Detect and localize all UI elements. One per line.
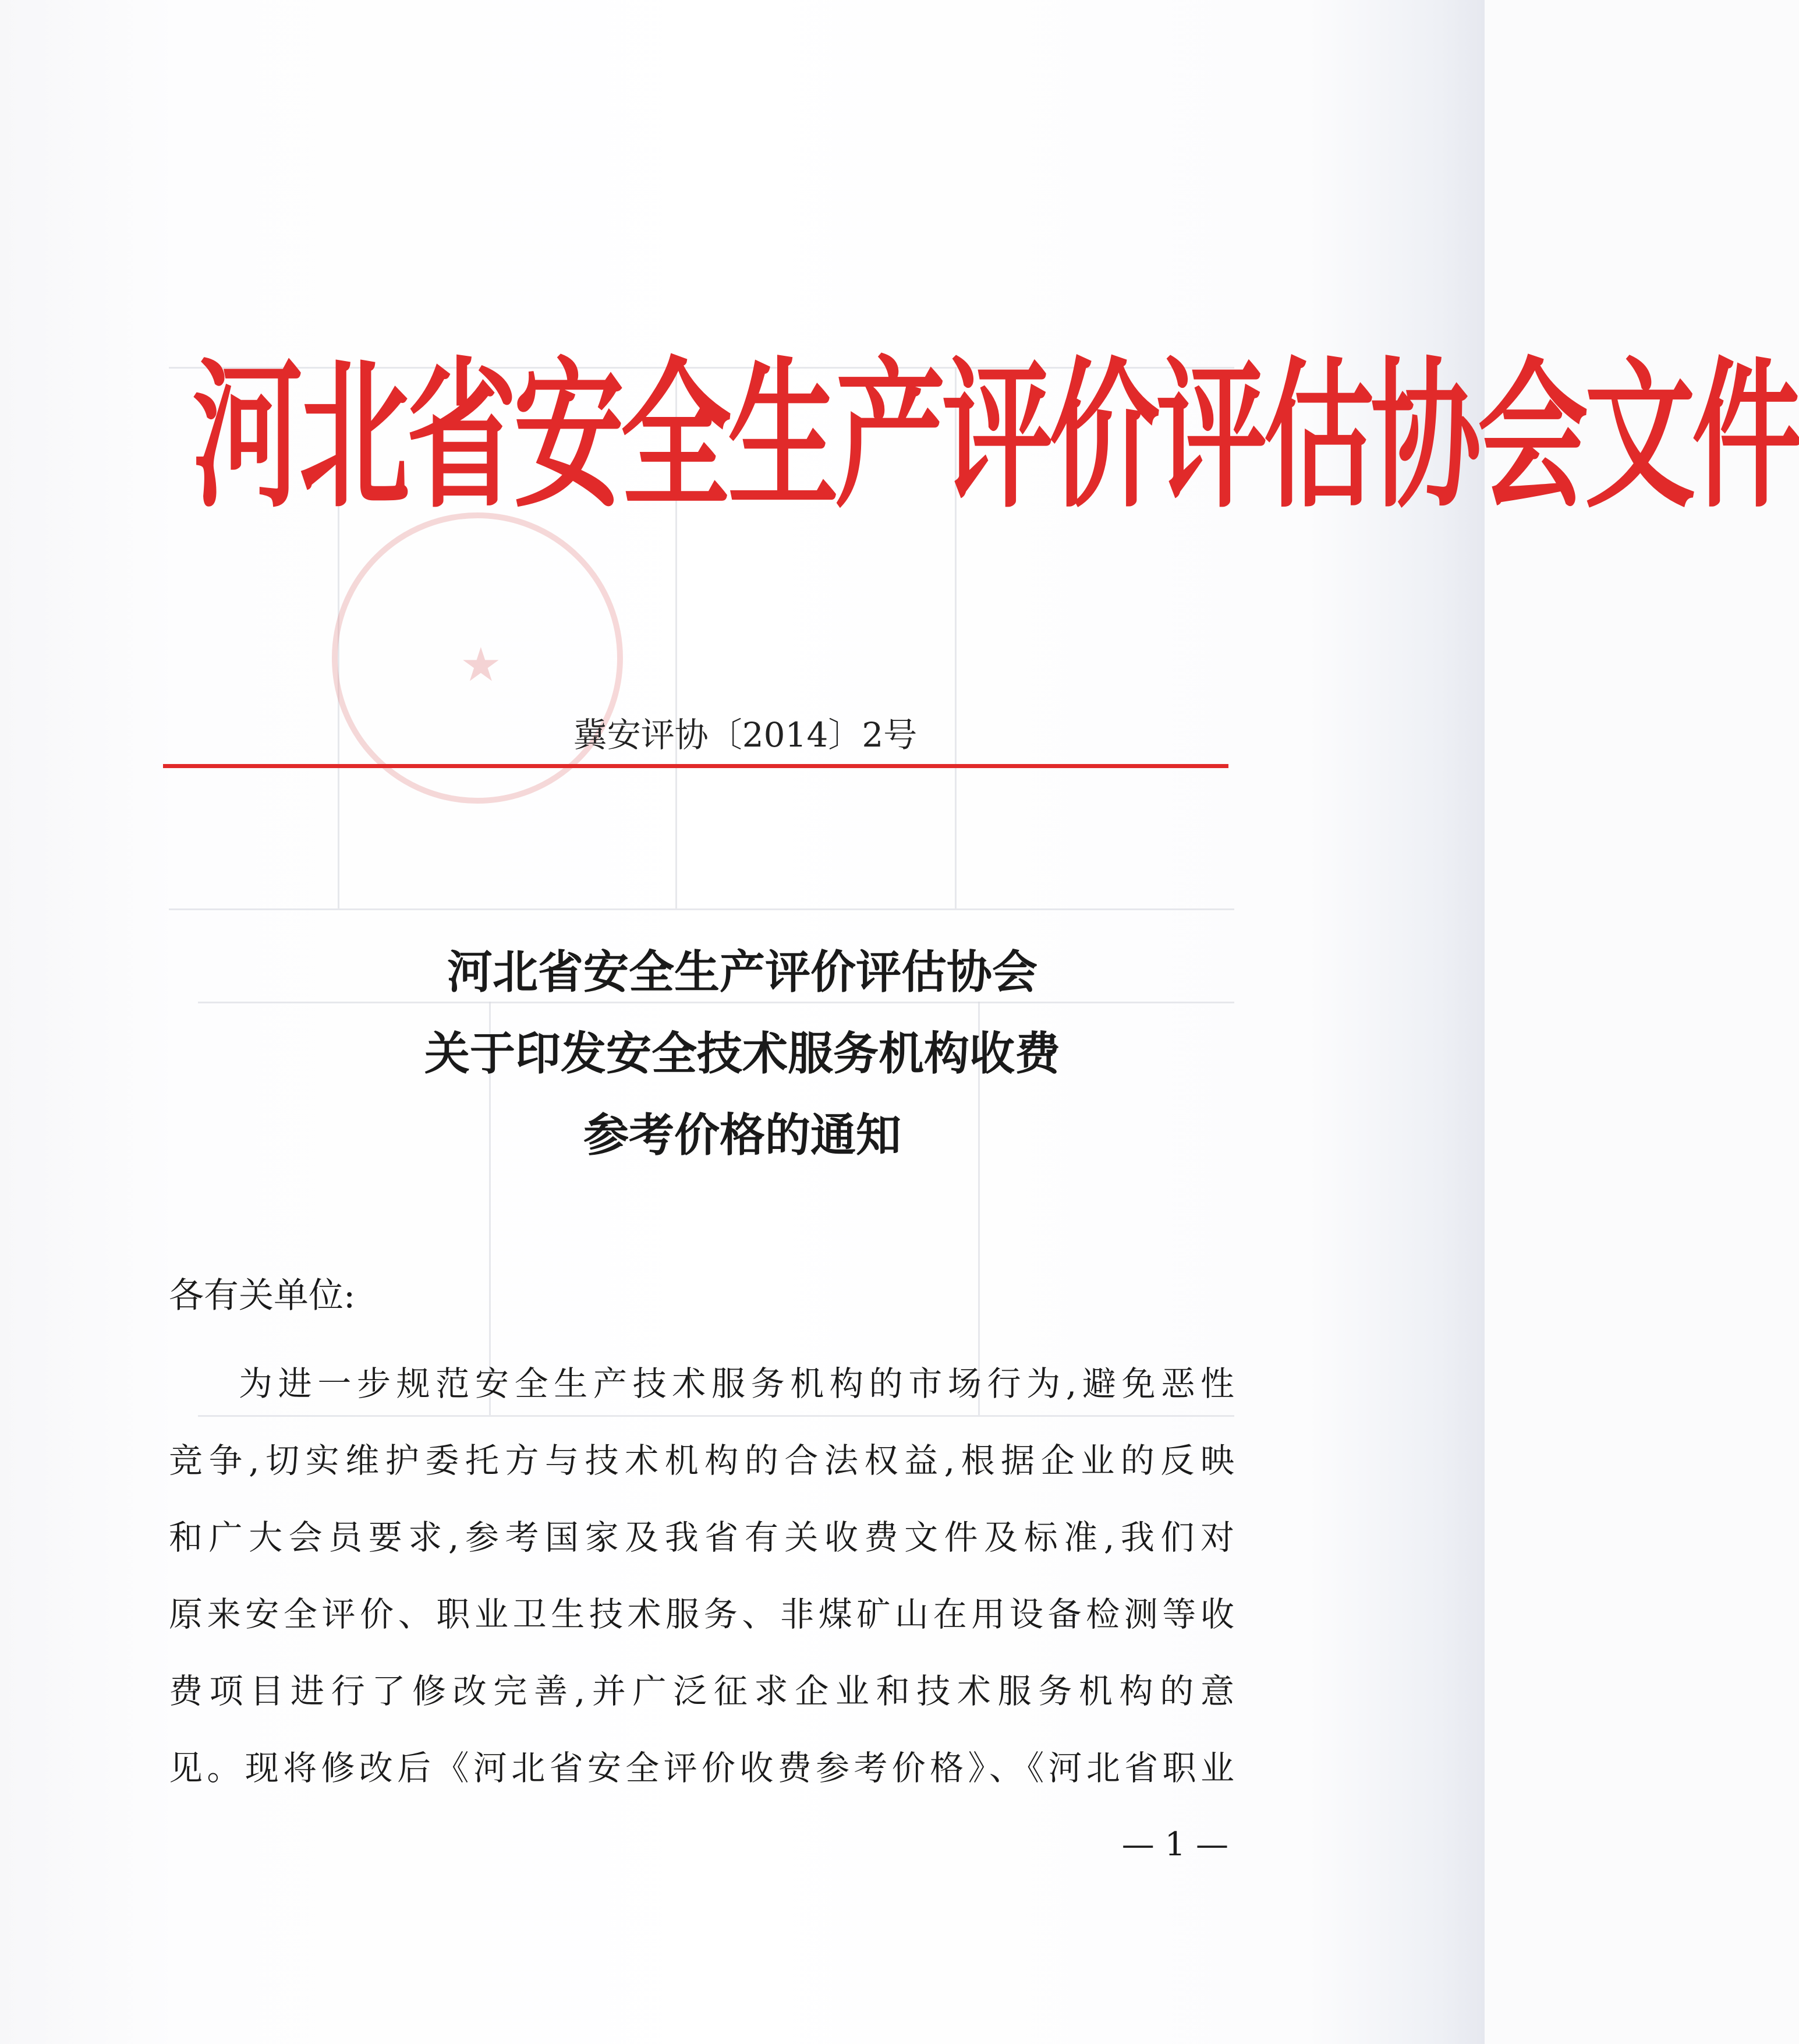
notice-body (169, 1345, 1234, 1806)
notice-title (175, 932, 1310, 1176)
notice-title-line: 河北省安全生产评价评估协会 (447, 946, 1037, 999)
header-divider (163, 764, 1228, 768)
document-header-title: 河北省安全生产评价评估协会文件 (192, 343, 1799, 530)
notice-title-line: 参考价格的通知 (583, 1109, 901, 1162)
body-line: 为进一步规范安全生产技术服务机构的市场行为,避免恶性 (239, 1364, 1234, 1403)
body-line: 竞争,切实维护委托方与技术机构的合法权益,根据企业的反映 (169, 1441, 1234, 1480)
star-icon: ★ (460, 638, 502, 692)
body-line: 见。现将修改后《河北省安全评价收费参考价格》、《河北省职业 (169, 1748, 1234, 1788)
bleed-through-line (169, 908, 1234, 910)
body-line: 原来安全评价、职业卫生技术服务、非煤矿山在用设备检测等收 (169, 1594, 1234, 1634)
document-number: 冀安评协〔2014〕2号 (573, 715, 918, 755)
notice-title-line: 关于印发安全技术服务机构收费 (424, 1028, 1060, 1080)
body-line: 费项目进行了修改完善,并广泛征求企业和技术服务机构的意 (169, 1671, 1234, 1711)
body-line: 和广大会员要求,参考国家及我省有关收费文件及标准,我们对 (169, 1518, 1234, 1557)
page-number: — 1 — (1121, 1826, 1228, 1863)
salutation: 各有关单位: (169, 1275, 356, 1316)
